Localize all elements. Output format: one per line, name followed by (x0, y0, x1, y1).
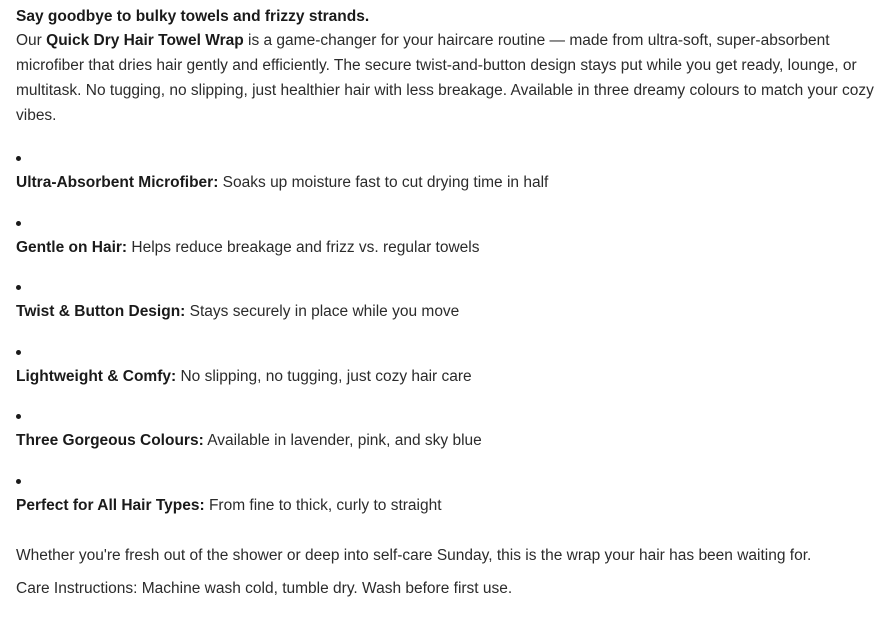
feature-text: Available in lavender, pink, and sky blue (203, 432, 482, 449)
feature-list (16, 136, 873, 523)
bullet-icon (16, 414, 21, 419)
bullet-icon (16, 479, 21, 484)
feature-item-hair-types (16, 459, 873, 524)
intro-prefix: Our (16, 32, 47, 49)
feature-title: Three Gorgeous Colours: (16, 432, 204, 449)
product-name: Quick Dry Hair Towel Wrap (46, 32, 244, 49)
feature-text: Helps reduce breakage and frizz vs. regular towels (127, 238, 480, 256)
feature-text: No slipping, no tugging, just cozy hair care (176, 367, 472, 385)
bullet-icon (16, 350, 21, 355)
bullet-icon (16, 156, 21, 161)
intro-suffix: is a game-changer for your haircare routine — made from ultra-soft, super-absorbent microfiber that dries hair gently and efficiently. The secure twist-and-button design stays put while you get ready, lounge, or multitask. No tugging, no slipping, just healthier hair with less breakage. Available in three dreamy colours to match your cozy vibes. (16, 32, 874, 124)
feature-text: Soaks up moisture fast to cut drying time in half (218, 174, 549, 191)
feature-text: From fine to thick, curly to straight (204, 496, 442, 514)
intro-paragraph (16, 28, 876, 128)
feature-item-colours (16, 394, 873, 459)
feature-item-twist-button (16, 265, 873, 330)
care-instructions: Care Instructions: Machine wash cold, tumble dry. Wash before first use. (16, 580, 513, 597)
feature-item-gentle (16, 201, 873, 266)
bullet-icon (16, 285, 21, 290)
outro-paragraph: Whether you're fresh out of the shower or deep into self-care Sunday, this is the wrap your hair has been waiting for. (16, 547, 812, 564)
feature-title: Gentle on Hair: (16, 238, 128, 256)
bullet-icon (16, 221, 21, 226)
feature-item-microfiber (16, 136, 873, 201)
feature-title: Twist & Button Design: (16, 303, 186, 320)
feature-title: Ultra-Absorbent Microfiber: (16, 174, 219, 191)
feature-title: Lightweight & Comfy: (16, 367, 177, 385)
feature-item-lightweight (16, 330, 873, 395)
headline: Say goodbye to bulky towels and frizzy strands. (16, 8, 370, 25)
feature-title: Perfect for All Hair Types: (16, 496, 205, 514)
feature-text: Stays securely in place while you move (185, 303, 460, 320)
